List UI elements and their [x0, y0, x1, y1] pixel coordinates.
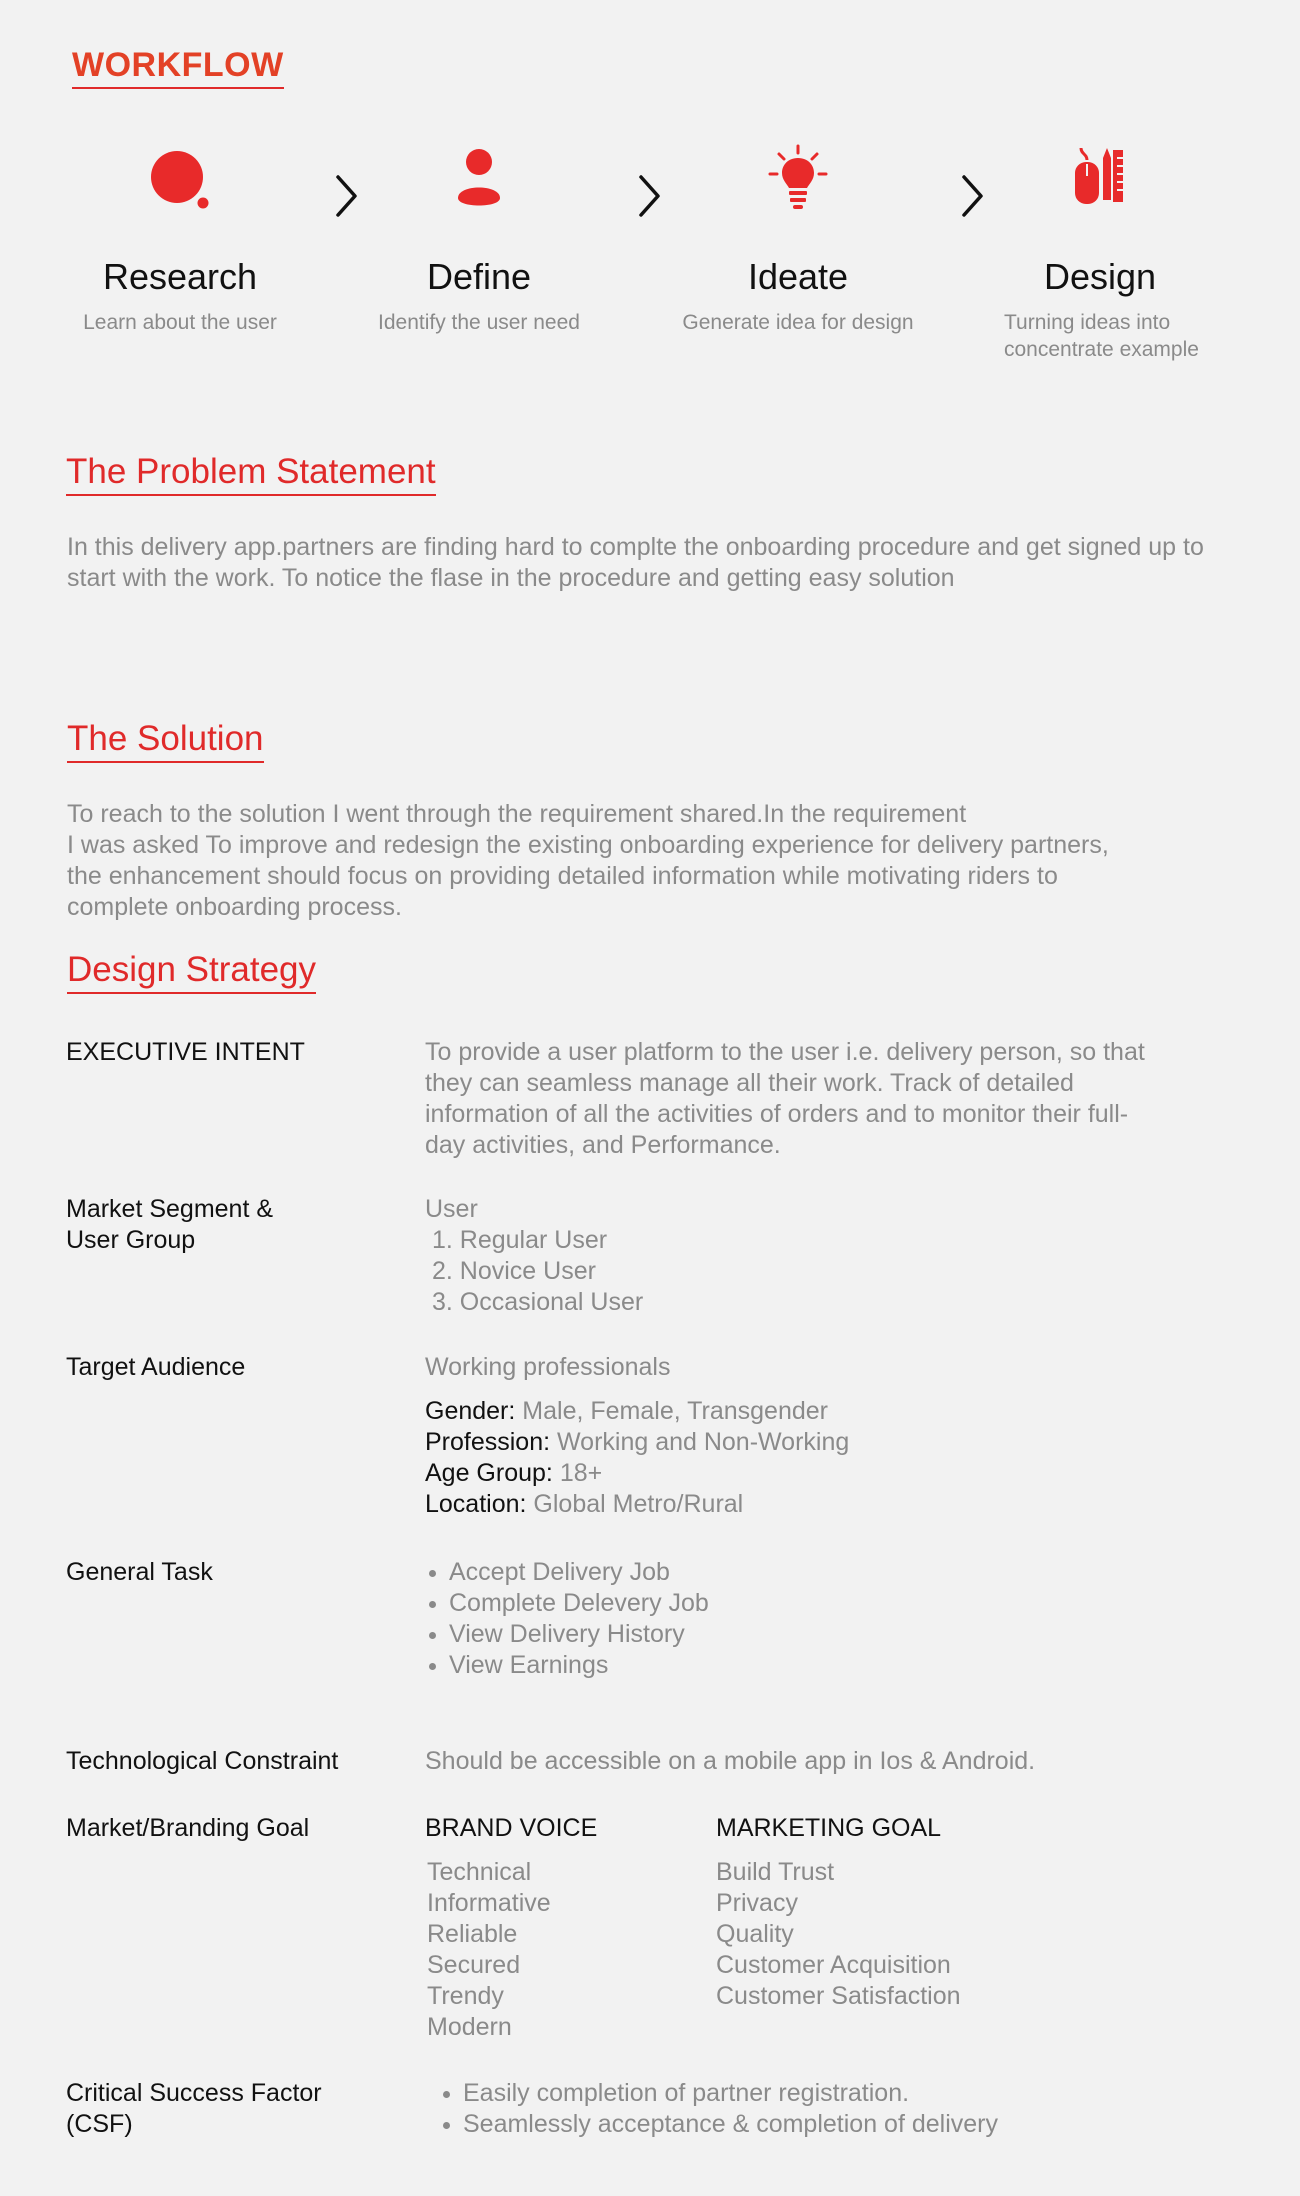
list-item: Complete Delevery Job [425, 1588, 709, 1619]
market-segment-label [66, 1194, 273, 1256]
market-segment-label-line: User Group [66, 1226, 196, 1254]
audience-field [425, 1396, 849, 1427]
list-item: Build Trust [716, 1858, 835, 1886]
list-item: Quality [716, 1920, 794, 1948]
audience-field-value: Global Metro/Rural [533, 1490, 744, 1518]
tech-constraint-label: Technological Constraint [66, 1747, 339, 1775]
chevron-right-icon [637, 173, 663, 224]
list-item: Customer Acquisition [716, 1951, 951, 1979]
step-title-ideate: Ideate [747, 256, 849, 297]
list-item: Customer Satisfaction [716, 1982, 961, 2010]
step-desc-ideate: Generate idea for design [682, 311, 914, 334]
audience-field-key: Location: [425, 1490, 527, 1518]
target-audience-head: Working professionals [425, 1353, 671, 1381]
csf-list [439, 2078, 998, 2140]
list-item: Trendy [427, 1982, 504, 2010]
csf-label [66, 2078, 322, 2140]
audience-field [425, 1458, 849, 1489]
lightbulb-icon [768, 144, 828, 219]
audience-field-key: Gender: [425, 1397, 516, 1425]
list-item: Secured [427, 1951, 521, 1979]
solution-line: the enhancement should focus on providing detailed information while motivating riders to [67, 862, 1058, 890]
brand-voice-head: BRAND VOICE [425, 1814, 598, 1842]
solution-line: I was asked To improve and redesign the existing onboarding experience for delivery partners, [67, 831, 1109, 859]
solution-line: To reach to the solution I went through the requirement shared.In the requirement [67, 800, 967, 828]
list-item: 2. Novice User [432, 1257, 596, 1285]
executive-intent-text [425, 1037, 1145, 1161]
list-item: Easily completion of partner registration. [439, 2078, 998, 2109]
list-item: Modern [427, 2013, 512, 2041]
step-desc-research: Learn about the user [83, 311, 277, 334]
target-audience-label: Target Audience [66, 1353, 246, 1381]
target-audience-text [425, 1352, 849, 1520]
step-desc-design-line: Turning ideas into [1004, 311, 1171, 334]
branding-goal-label: Market/Branding Goal [66, 1814, 310, 1842]
audience-field-key: Age Group: [425, 1459, 553, 1487]
marketing-goal-list [716, 1857, 961, 2012]
audience-field [425, 1489, 849, 1520]
search-icon [148, 148, 212, 217]
workflow-title: WORKFLOW [72, 46, 284, 89]
list-item: 3. Occasional User [432, 1288, 644, 1316]
design-tools-icon [1073, 146, 1125, 213]
csf-text [439, 2078, 998, 2140]
design-strategy-title: Design Strategy [67, 950, 316, 994]
solution-text [67, 799, 1257, 923]
csf-label-line: Critical Success Factor [66, 2079, 322, 2107]
step-title-define: Define [426, 256, 532, 297]
problem-statement-title: The Problem Statement [66, 452, 436, 496]
list-item: Technical [427, 1858, 532, 1886]
step-desc-define: Identify the user need [378, 311, 580, 334]
list-item: Seamlessly acceptance & completion of delivery [439, 2109, 998, 2140]
executive-intent-line: day activities, and Performance. [425, 1131, 781, 1159]
executive-intent-line: To provide a user platform to the user i.e. delivery person, so that [425, 1038, 1145, 1066]
user-icon [456, 148, 502, 215]
market-segment-head: User [425, 1195, 478, 1223]
general-task-list [425, 1557, 709, 1681]
general-task-label: General Task [66, 1558, 213, 1586]
chevron-right-icon [334, 173, 360, 224]
csf-label-line: (CSF) [66, 2110, 133, 2138]
list-item: Informative [427, 1889, 551, 1917]
market-segment-text [425, 1194, 643, 1318]
step-title-design: Design [1043, 256, 1157, 297]
executive-intent-label: EXECUTIVE INTENT [66, 1038, 305, 1066]
brand-voice-list [427, 1857, 551, 2043]
list-item: 1. Regular User [432, 1226, 608, 1254]
problem-statement-text: In this delivery app.partners are finding hard to complte the onboarding procedure and get signed up to start with the work. To notice the flase in the procedure and getting easy solution [67, 533, 1204, 592]
solution-line: complete onboarding process. [67, 893, 402, 921]
executive-intent-line: information of all the activities of orders and to monitor their full- [425, 1100, 1129, 1128]
audience-field-value: Working and Non-Working [557, 1428, 850, 1456]
step-desc-design [1004, 309, 1199, 363]
executive-intent-line: they can seamless manage all their work. Track of detailed [425, 1069, 1074, 1097]
solution-title: The Solution [67, 719, 264, 763]
marketing-goal-head: MARKETING GOAL [716, 1814, 942, 1842]
audience-field-key: Profession: [425, 1428, 551, 1456]
market-segment-label-line: Market Segment & [66, 1195, 274, 1223]
list-item: Privacy [716, 1889, 798, 1917]
list-item: View Earnings [425, 1650, 709, 1681]
general-task-text [425, 1557, 709, 1681]
audience-field [425, 1427, 849, 1458]
chevron-right-icon [960, 173, 986, 224]
list-item: Accept Delivery Job [425, 1557, 709, 1588]
list-item: View Delivery History [425, 1619, 709, 1650]
list-item: Reliable [427, 1920, 518, 1948]
audience-field-value: Male, Female, Transgender [522, 1397, 828, 1425]
user-group-list [425, 1225, 643, 1318]
tech-constraint-text: Should be accessible on a mobile app in Ios & Android. [425, 1747, 1036, 1775]
step-title-research: Research [102, 256, 258, 297]
step-desc-design-line: concentrate example [1004, 338, 1199, 361]
audience-field-value: 18+ [559, 1459, 603, 1487]
